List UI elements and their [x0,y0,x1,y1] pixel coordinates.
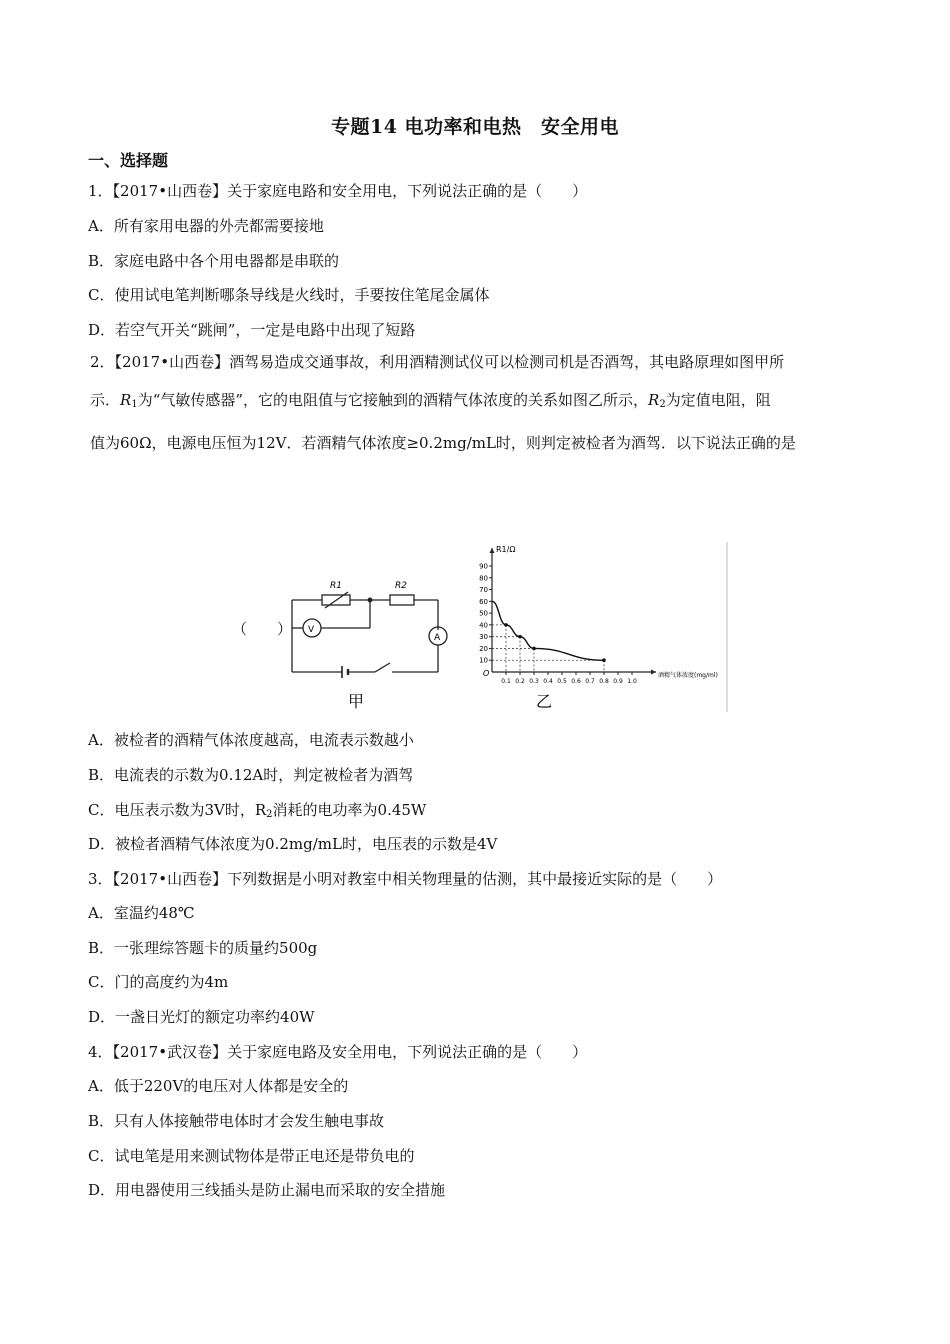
q3-option-d: D．一盏日光灯的额定功率约40W [88,1008,315,1026]
q2-stem-line-2: 示．$R_1$为“气敏传感器”，它的电阻值与它接触到的酒精气体浓度的关系如图乙所示，$R_2$为定值电阻，阻 [90,391,771,410]
q1-option-c: C．使用试电笔判断哪条导线是火线时，手要按住笔尾金属体 [88,286,490,304]
y-tick-label: 90 [479,562,488,571]
r2-resistor [390,595,414,605]
x-tick-label: 0.7 [585,678,595,685]
r1-label: R1 [330,581,342,591]
circuit-diagram [292,592,447,678]
x-tick-label: 0.4 [543,678,553,685]
q1-option-a: A．所有家用电器的外壳都需要接地 [88,217,324,235]
switch-icon [375,663,390,672]
y-tick-label: 30 [479,633,488,642]
q4-option-a: A．低于220V的电压对人体都是安全的 [88,1077,349,1095]
ammeter-label: A [434,633,441,643]
y-axis-arrow [490,548,495,553]
x-tick-label: 0.1 [501,678,511,685]
q4-option-c: C．试电笔是用来测试物体是带正电还是带负电的 [88,1147,415,1165]
origin-label: O [483,669,490,678]
q3-option-b: B．一张理综答题卡的质量约500g [88,939,318,957]
data-curve [492,601,604,660]
x-tick-label: 0.6 [571,678,581,685]
x-tick-label: 0.8 [599,678,609,685]
y-axis-label: R1/Ω [496,545,516,554]
data-point [532,647,536,651]
q4-option-d: D．用电器使用三线插头是防止漏电而采取的安全措施 [88,1181,446,1199]
x-tick-label: 0.3 [529,678,539,685]
data-point [504,623,508,627]
x-tick-label: 0.2 [515,678,525,685]
section-heading: 一、选择题 [88,151,169,170]
y-tick-label: 80 [479,574,488,583]
graph-caption: 乙 [536,692,553,711]
x-tick-label: 0.9 [613,678,623,685]
data-point [602,658,606,662]
figure-svg [230,540,730,712]
q1-stem: 1．【2017•山西卷】关于家庭电路和安全用电，下列说法正确的是（ ） [88,182,588,200]
y-tick-label: 50 [479,609,488,618]
q2-option-a: A．被检者的酒精气体浓度越高，电流表示数越小 [88,731,414,749]
q1-option-d: D．若空气开关“跳闸”，一定是电路中出现了短路 [88,321,416,339]
q2-option-b: B．电流表的示数为0.12A时，判定被检者为酒驾 [88,766,414,784]
voltmeter-label: V [308,625,315,635]
page-title: 专题14 电功率和电热 安全用电 [330,116,620,138]
circuit-caption: 甲 [348,692,365,711]
q3-stem: 3．【2017•山西卷】下列数据是小明对教室中相关物理量的估测，其中最接近实际的是（ ） [88,870,723,888]
q2-stem-line-3: 值为60Ω，电源电压恒为12V．若酒精气体浓度≥0.2mg/mL时，则判定被检者为酒驾．以下说法正确的是 [90,434,796,452]
q2-stem [90,343,870,462]
y-tick-label: 40 [479,621,488,630]
x-tick-label: 0.5 [557,678,567,685]
y-tick-label: 60 [479,597,488,606]
q3-option-a: A．室温约48℃ [88,904,195,922]
r1-concentration-graph [479,545,718,685]
q2-answer-paren: （ ） [232,620,293,638]
data-point [518,635,522,639]
q4-option-b: B．只有人体接触带电体时才会发生触电事故 [88,1112,385,1130]
x-axis-arrow [651,670,656,675]
q2-stem-line-1: 2．【2017•山西卷】酒驾易造成交通事故，利用酒精测试仪可以检测司机是否酒驾，其电路原理如图甲所 [90,353,785,371]
y-tick-label: 10 [479,656,488,665]
r2-label: R2 [395,581,407,591]
q1-option-b: B．家庭电路中各个用电器都是串联的 [88,252,340,270]
q4-stem: 4．【2017•武汉卷】关于家庭电路及安全用电，下列说法正确的是（ ） [88,1043,588,1061]
x-axis-label: 酒精气体浓度(mg/ml) [658,672,718,679]
q2-figure [230,540,730,712]
q2-option-c: C．电压表示数为3V时，$R_2$消耗的电功率为0.45W [88,801,427,820]
q3-option-c: C．门的高度约为4m [88,973,229,991]
y-tick-label: 20 [479,644,488,653]
x-tick-label: 1.0 [627,678,637,685]
y-tick-label: 70 [479,586,488,595]
q2-option-d: D．被检者酒精气体浓度为0.2mg/mL时，电压表的示数是4V [88,835,498,853]
